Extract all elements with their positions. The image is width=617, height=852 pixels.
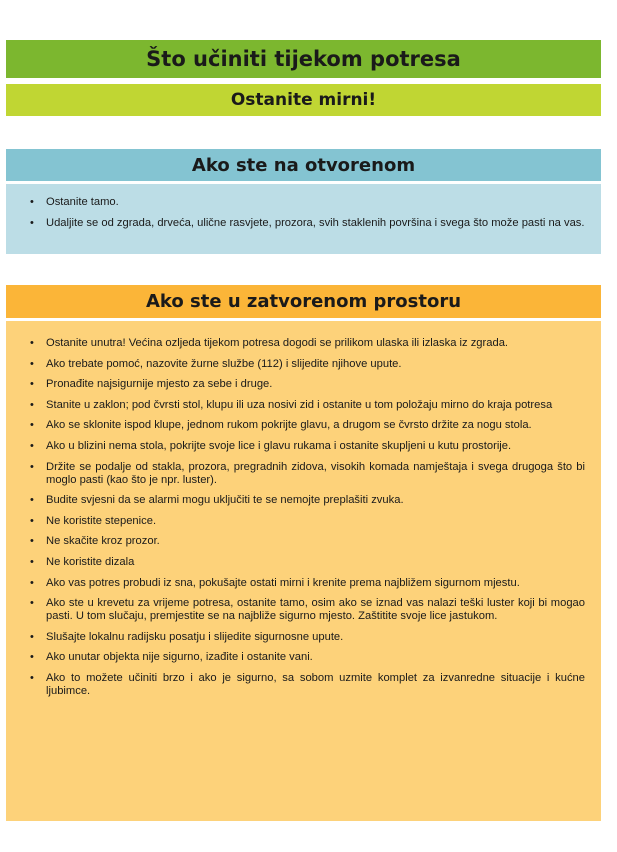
outdoor-section-body [6, 184, 601, 254]
list-item: • Udaljite se od zgrada, drveća, ulične rasvjete, prozora, svih staklenih površina i svega što može pasti na vas. [28, 217, 585, 230]
list-item: • Ako se sklonite ispod klupe, jednom rukom pokrijte glavu, a drugom se čvrsto držite za nogu stola. [28, 419, 585, 432]
outdoor-list [28, 196, 585, 230]
list-item: • Ne koristite stepenice. [28, 515, 585, 528]
list-item: • Ako vas potres probudi iz sna, pokušajte ostati mirni i krenite prema najbližem sigurnom mjestu. [28, 577, 585, 590]
page-subtitle: Ostanite mirni! [6, 84, 601, 116]
list-item: • Ne skačite kroz prozor. [28, 535, 585, 548]
list-item: • Ostanite tamo. [28, 196, 585, 209]
outdoor-section-heading: Ako ste na otvorenom [6, 149, 601, 181]
list-item: • Ako unutar objekta nije sigurno, izađite i ostanite vani. [28, 651, 585, 664]
list-item: • Ako u blizini nema stola, pokrijte svoje lice i glavu rukama i ostanite skupljeni u kutu prostorije. [28, 440, 585, 453]
page-title: Što učiniti tijekom potresa [6, 40, 601, 78]
list-item: • Ostanite unutra! Većina ozljeda tijekom potresa dogodi se prilikom ulaska ili izlaska iz zgrada. [28, 337, 585, 350]
list-item: • Ne koristite dizala [28, 556, 585, 569]
list-item: • Stanite u zaklon; pod čvrsti stol, klupu ili uza nosivi zid i ostanite u tom položaju mirno do kraja potresa [28, 399, 585, 412]
list-item: • Ako trebate pomoć, nazovite žurne službe (112) i slijedite njihove upute. [28, 358, 585, 371]
indoor-section-heading: Ako ste u zatvorenom prostoru [6, 285, 601, 318]
list-item: • Pronađite najsigurnije mjesto za sebe i druge. [28, 378, 585, 391]
list-item: • Ako to možete učiniti brzo i ako je sigurno, sa sobom uzmite komplet za izvanredne situacije i kućne ljubimce. [28, 672, 585, 698]
list-item: • Držite se podalje od stakla, prozora, pregradnih zidova, visokih komada namještaja i svega drugoga što bi moglo pasti (kao što je npr. luster). [28, 461, 585, 487]
list-item: • Ako ste u krevetu za vrijeme potresa, ostanite tamo, osim ako se iznad vas nalazi teški luster koji bi mogao pasti. U tom slučaju, premjestite se na najbliže sigurno mjesto. Zaštitite svoje lice jastukom. [28, 597, 585, 623]
list-item: • Slušajte lokalnu radijsku posatju i slijedite sigurnosne upute. [28, 631, 585, 644]
indoor-section-body [6, 321, 601, 821]
indoor-list [28, 337, 585, 698]
list-item: • Budite svjesni da se alarmi mogu uključiti te se nemojte preplašiti zvuka. [28, 494, 585, 507]
